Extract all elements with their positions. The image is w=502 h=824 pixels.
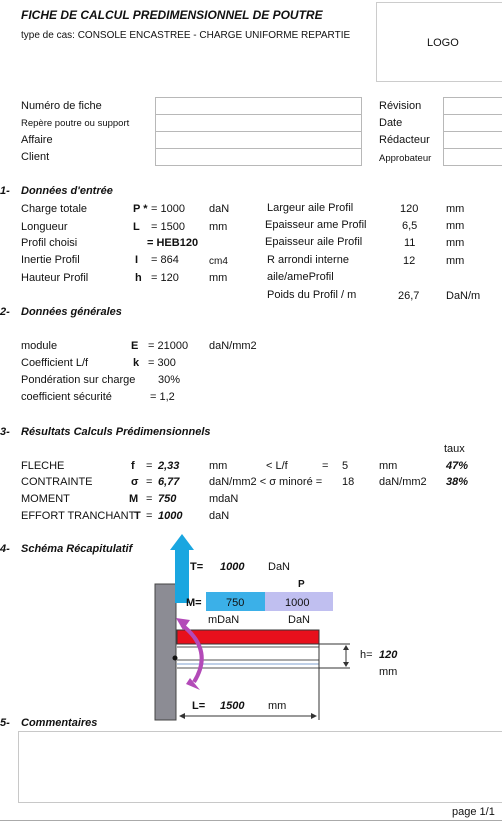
logo-text: LOGO [427,37,459,49]
module-value: = 21000 [148,340,189,352]
securite-label: coefficient sécurité [21,391,112,403]
l-label: L= [192,700,206,712]
fleche-rate: 47% [446,460,469,472]
contrainte-unit: daN/mm2 < σ minoré = [209,476,323,488]
ponderation-label: Pondération sur charge [21,374,136,386]
contrainte-limit-unit: daN/mm2 [379,476,427,488]
case-type: type de cas: CONSOLE ENCASTREE - CHARGE UNIFORME REPARTIE [21,30,351,41]
section-4-number: 4- [0,543,10,555]
section-3-title: Résultats Calculs Prédimensionnels [21,426,211,438]
approbateur-field[interactable] [443,148,502,166]
fleche-label: FLECHE [21,460,65,472]
moment-value: 750 [158,493,177,505]
longueur-unit: mm [209,221,228,233]
section-4-title: Schéma Récapitulatif [21,543,133,555]
moment-eq: = [146,493,153,505]
meta-label-fiche: Numéro de fiche [21,100,102,112]
fiche-number-field[interactable] [155,97,362,115]
contrainte-symbol: σ [131,476,139,488]
largeur-value: 120 [400,203,419,215]
coef-symbol: k [133,357,140,369]
h-unit: mm [379,666,398,678]
contrainte-label: CONTRAINTE [21,476,93,488]
rayon-value: 12 [403,255,416,267]
meta-label-repere: Repère poutre ou support [21,118,130,129]
wall-support [155,584,176,720]
moment-unit: mdaN [209,493,239,505]
logo-box [376,2,502,82]
meta-label-approbateur: Approbateur [379,153,432,164]
l-value: 1500 [220,700,245,712]
longueur-value: = 1500 [151,221,185,233]
charge-value: = 1000 [151,203,185,215]
inertie-unit: cm4 [209,256,228,267]
longueur-symbol: L [133,221,140,233]
poids-unit: DaN/m [446,290,481,302]
section-5-title: Commentaires [21,717,98,729]
inertie-value: = 864 [151,254,179,266]
m-unit: mDaN [208,614,240,626]
contrainte-rate: 38% [446,476,469,488]
poids-label: Poids du Profil / m [267,289,357,301]
revision-field[interactable] [443,97,502,115]
ep-aile-unit: mm [446,237,465,249]
p-value: 1000 [285,597,310,609]
l-unit: mm [268,700,287,712]
page-title: FICHE DE CALCUL PREDIMENSIONNEL DE POUTRE [21,8,323,22]
repere-field[interactable] [155,114,362,132]
meta-label-client: Client [21,151,50,163]
taux-header: taux [444,443,465,455]
fleche-unit: mm [209,460,228,472]
largeur-unit: mm [446,203,465,215]
meta-label-redacteur: Rédacteur [379,134,430,146]
hauteur-symbol: h [135,272,142,284]
contrainte-eq: = [146,476,153,488]
hauteur-label: Hauteur Profil [21,272,89,284]
rayon-label: R arrondi interne [267,254,349,266]
effort-eq: = [146,510,153,522]
module-symbol: E [131,340,139,352]
ep-ame-unit: mm [446,220,465,232]
effort-symbol: T [134,510,141,522]
page-number: page 1/1 [452,806,495,818]
p-unit: DaN [288,614,311,626]
rayon-label-2: aile/ameProfil [267,271,334,283]
hauteur-unit: mm [209,272,228,284]
charge-unit: daN [209,203,230,215]
fleche-symbol: f [131,460,135,472]
affaire-field[interactable] [155,131,362,149]
fleche-eq: = [146,460,153,472]
section-5-number: 5- [0,717,10,729]
redacteur-field[interactable] [443,131,502,149]
section-3-number: 3- [0,426,10,438]
meta-label-revision: Révision [379,100,422,112]
t-value: 1000 [220,561,245,573]
coef-label: Coefficient L/f [21,357,89,369]
hauteur-value: = 120 [151,272,179,284]
inertie-symbol: I [135,254,139,266]
securite-value: = 1,2 [150,391,175,403]
fleche-limit: 5 [342,460,349,472]
ep-aile-label: Epaisseur aile Profil [265,236,363,248]
t-unit: DaN [268,561,291,573]
moment-label: MOMENT [21,493,70,505]
comments-field[interactable] [18,731,502,803]
fleche-compare: < L/f [266,460,288,472]
longueur-label: Longueur [21,221,68,233]
coef-value: = 300 [148,357,176,369]
client-field[interactable] [155,148,362,166]
ep-ame-value: 6,5 [402,220,418,232]
contrainte-value: 6,77 [158,476,180,488]
profil-value: = HEB120 [147,237,199,249]
moment-symbol: M [129,493,139,505]
module-label: module [21,340,58,352]
ponderation-value: 30% [158,374,181,386]
effort-label: EFFORT TRANCHANT [21,510,136,522]
effort-value: 1000 [158,510,183,522]
ep-aile-value: 11 [404,237,416,249]
t-label: T= [190,561,204,573]
beam-diagram [0,530,502,730]
section-1-number: 1- [0,185,10,197]
m-label: M= [186,597,202,609]
h-label: h= [360,649,373,661]
profil-label: Profil choisi [21,237,78,249]
inertie-label: Inertie Profil [21,254,80,266]
module-unit: daN/mm2 [209,340,257,352]
section-2-number: 2- [0,306,10,318]
ep-ame-label: Epaisseur ame Profil [265,219,367,231]
date-field[interactable] [443,114,502,132]
meta-label-date: Date [379,117,403,129]
largeur-label: Largeur aile Profil [267,202,354,214]
h-value: 120 [379,649,398,661]
fleche-limit-unit: mm [379,460,398,472]
contrainte-limit: 18 [342,476,355,488]
section-2-title: Données générales [21,306,122,318]
effort-unit: daN [209,510,230,522]
poids-value: 26,7 [398,290,420,302]
meta-label-affaire: Affaire [21,134,53,146]
fleche-value: 2,33 [158,460,180,472]
m-value: 750 [226,597,245,609]
section-1-title: Données d'entrée [21,185,113,197]
charge-symbol: P * [133,203,148,215]
p-label: P [298,579,305,590]
charge-label: Charge totale [21,203,88,215]
fleche-lim-eq: = [322,460,329,472]
rayon-unit: mm [446,255,465,267]
